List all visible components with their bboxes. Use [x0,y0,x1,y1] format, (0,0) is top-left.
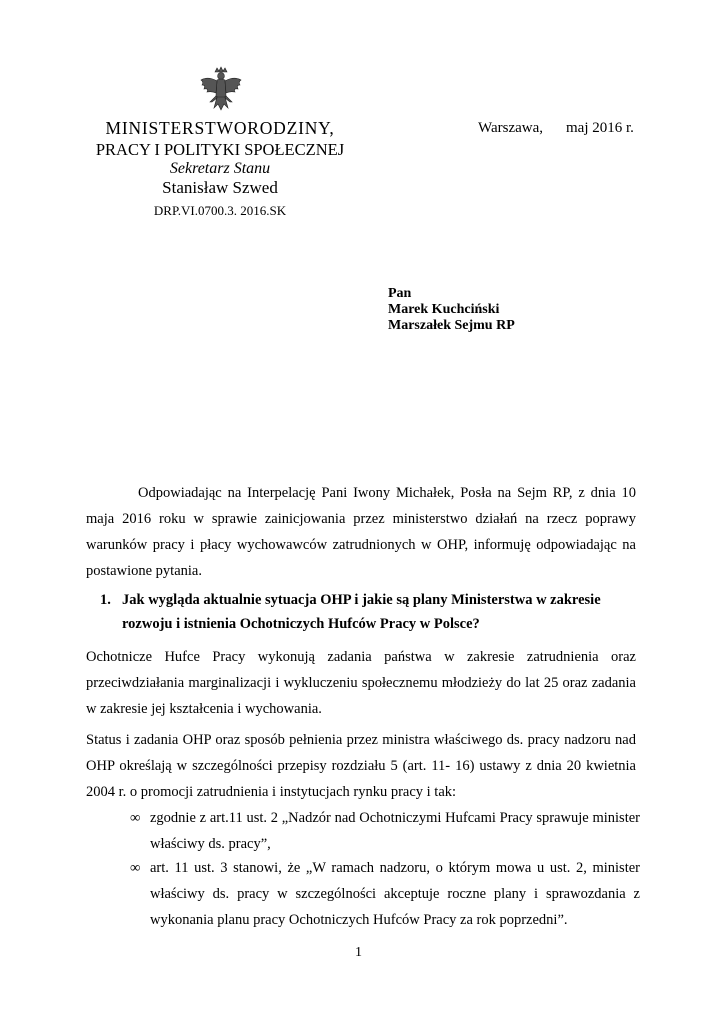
addressee-title: Marszałek Sejmu RP [388,318,515,333]
infinity-bullet-icon: ∞ [130,810,141,826]
page-number: 1 [355,945,362,960]
question-1 [100,588,640,636]
question-1-text: Jak wygląda aktualnie sytuacja OHP i jakie są plany Ministerstwa w zakresie rozwoju i istnienia Ochotniczych Hufców Pracy w Polsce? [122,592,601,632]
addressee-name: Marek Kuchciński [388,302,500,317]
list-item [86,855,640,933]
ministry-name-line2: PRACY I POLITYKI SPOŁECZNEJ [95,140,345,159]
sender-name: Stanisław Szwed [162,178,278,197]
reference-number: DRP.VI.0700.3. 2016.SK [153,203,287,218]
infinity-bullet-icon: ∞ [130,860,141,876]
question-1-number: 1. [100,592,111,608]
intro-paragraph [86,480,636,584]
paragraph-2-text: Status i zadania OHP oraz sposób pełnienia przez ministra właściwego ds. pracy nadzoru nad OHP określają w szczególności przepisy rozdziału 5 (art. 11- 16) ustawy z dnia 20 kwietnia 2004 r. o promocji zatrudnienia i instytucjach rynku pracy i tak: [86,732,636,800]
paragraph-1-text: Ochotnicze Hufce Pracy wykonują zadania państwa w zakresie zatrudnienia oraz przeciwdziałania marginalizacji i wykluczeniu społecznemu młodzieży do lat 25 oraz zadania w zakresie jej kształcenia i wychowania. [86,649,636,717]
list-item-text: zgodnie z art.11 ust. 2 „Nadzór nad Ochotniczymi Hufcami Pracy sprawuje minister właściwy ds. pracy”, [150,810,640,852]
date: maj 2016 r. [566,120,634,136]
ministry-name-line1: MINISTERSTWORODZINY, [105,118,335,138]
list-item [86,805,640,857]
polish-eagle-emblem-icon [198,66,244,118]
paragraph-1 [86,644,636,722]
addressee-salutation: Pan [388,286,412,301]
paragraph-2 [86,727,636,805]
place: Warszawa, [478,120,544,136]
intro-text: Odpowiadając na Interpelację Pani Iwony Michałek, Posła na Sejm RP, z dnia 10 maja 2016 roku w sprawie zainicjowania przez ministerstwo działań na rzecz poprawy warunków pracy i płacy wychowawców zatrudnionych w OHP, informuję odpowiadając na postawione pytania. [86,485,636,579]
sender-role: Sekretarz Stanu [169,160,271,177]
list-item-text: art. 11 ust. 3 stanowi, że „W ramach nadzoru, o którym mowa u ust. 2, minister właściwy ds. pracy w szczególności akceptuje roczne plany i sprawozdania z wykonania planu pracy Ochotniczych Hufców Pracy za rok poprzedni”. [150,860,640,928]
